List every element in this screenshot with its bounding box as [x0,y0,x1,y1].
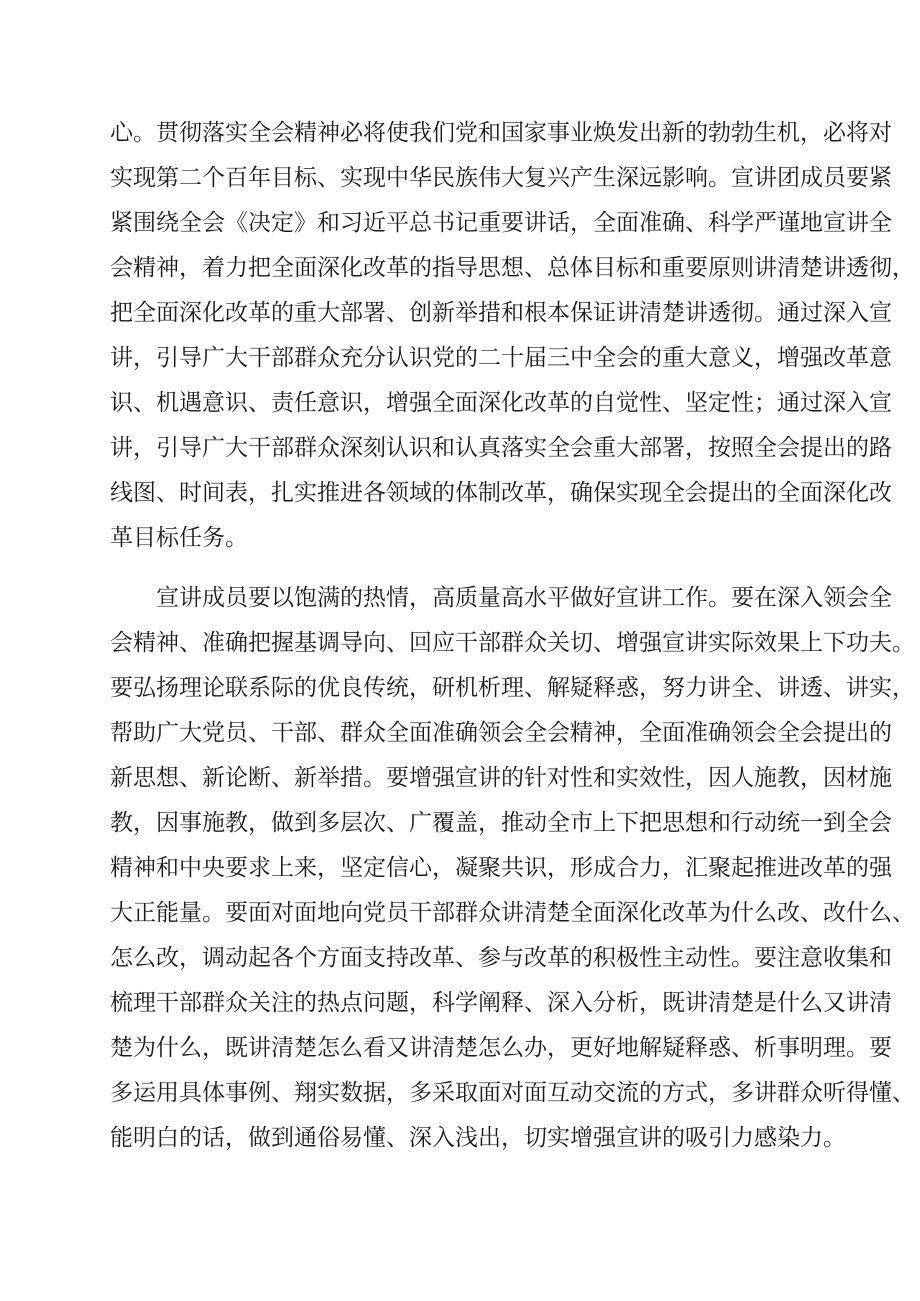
text-line: 把全面深化改革的重大部署、创新举措和根本保证讲清楚讲透彻。通过深入宣 [110,300,892,326]
text-line: 讲，引导广大干部群众充分认识党的二十届三中全会的重大意义，增强改革意 [110,345,892,371]
text-line: 能明白的话，做到通俗易懂、深入浅出，切实增强宣讲的吸引力感染力。 [110,1125,846,1151]
text-line: 线图、时间表，扎实推进各领域的体制改革，确保实现全会提出的全面深化改 [110,480,892,506]
text-line: 楚为什么，既讲清楚怎么看又讲清楚怎么办，更好地解疑释惑、析事明理。要 [110,1035,892,1061]
text-line: 大正能量。要面对面地向党员干部群众讲清楚全面深化改革为什么改、改什么、 [110,900,915,926]
text-line: 心。贯彻落实全会精神必将使我们党和国家事业焕发出新的勃勃生机，必将对 [110,120,892,146]
text-line: 要弘扬理论联系际的优良传统，研机析理、解疑释惑，努力讲全、讲透、讲实， [110,675,915,701]
text-line: 怎么改，调动起各个方面支持改革、参与改革的积极性主动性。要注意收集和 [110,945,892,971]
text-line: 识、机遇意识、责任意识，增强全面深化改革的自觉性、坚定性；通过深入宣 [110,390,892,416]
text-line: 新思想、新论断、新举措。要增强宣讲的针对性和实效性，因人施教，因材施 [110,765,892,791]
text-line: 精神和中央要求上来，坚定信心，凝聚共识，形成合力，汇聚起推进改革的强 [110,855,892,881]
text-line: 宣讲成员要以饱满的热情，高质量高水平做好宣讲工作。要在深入领会全 [156,585,892,611]
text-line: 实现第二个百年目标、实现中华民族伟大复兴产生深远影响。宣讲团成员要紧 [110,165,892,191]
text-line: 紧围绕全会《决定》和习近平总书记重要讲话，全面准确、科学严谨地宣讲全 [110,210,892,236]
text-line: 教，因事施教，做到多层次、广覆盖，推动全市上下把思想和行动统一到全会 [110,810,892,836]
text-line: 帮助广大党员、干部、群众全面准确领会全会精神，全面准确领会全会提出的 [110,720,892,746]
text-line: 革目标任务。 [110,525,248,551]
text-line: 梳理干部群众关注的热点问题，科学阐释、深入分析，既讲清楚是什么又讲清 [110,990,892,1016]
text-line: 讲，引导广大干部群众深刻认识和认真落实全会重大部署，按照全会提出的路 [110,435,892,461]
text-line: 多运用具体事例、翔实数据，多采取面对面互动交流的方式，多讲群众听得懂、 [110,1080,915,1106]
text-line: 会精神、准确把握基调导向、回应干部群众关切、增强宣讲实际效果上下功夫。 [110,630,915,656]
text-line: 会精神，着力把全面深化改革的指导思想、总体目标和重要原则讲清楚讲透彻， [110,255,915,281]
